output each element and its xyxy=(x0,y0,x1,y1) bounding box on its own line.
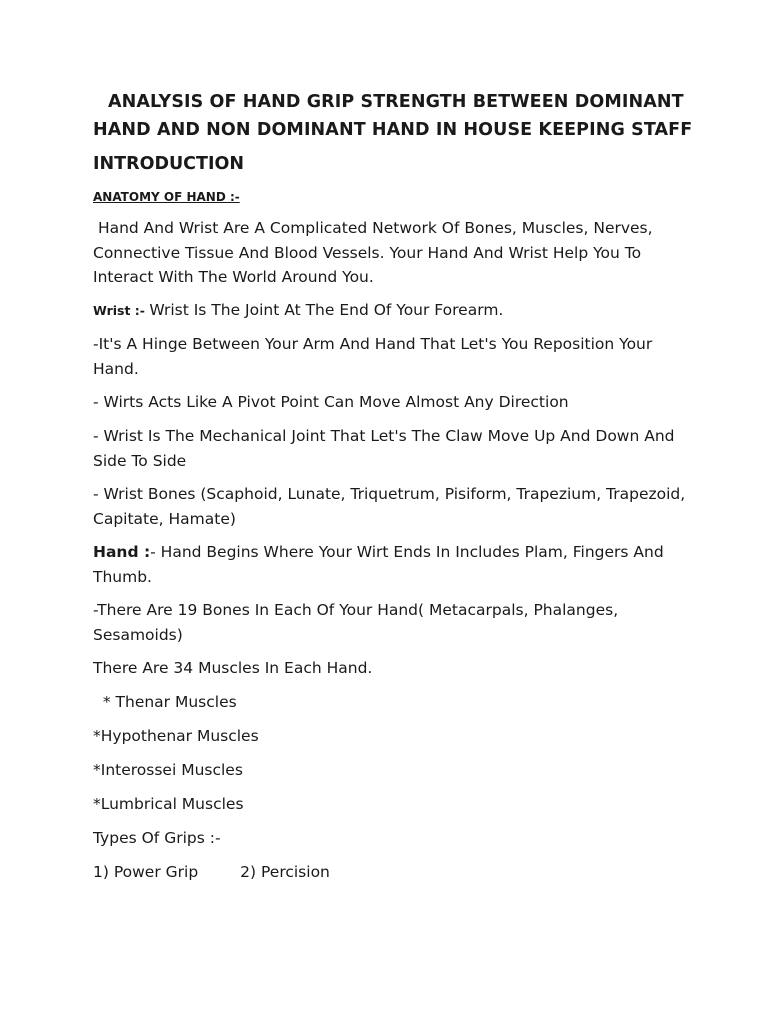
mechanical-paragraph: - Wrist Is The Mechanical Joint That Let's The Claw Move Up And Down And Side To Side xyxy=(93,427,675,470)
grips-heading: Types Of Grips :- xyxy=(93,829,221,847)
wrist-bones-paragraph: - Wrist Bones (Scaphoid, Lunate, Triquetrum, Pisiform, Trapezium, Trapezoid, Capitate, Hamate) xyxy=(93,485,686,528)
grip-item-precision: 2) Percision xyxy=(240,863,330,881)
wrist-paragraph xyxy=(93,298,693,324)
muscles-count-paragraph: There Are 34 Muscles In Each Hand. xyxy=(93,659,373,677)
muscle-item-hypothenar: *Hypothenar Muscles xyxy=(93,727,259,745)
muscle-item-thenar: * Thenar Muscles xyxy=(93,693,237,711)
hand-label: Hand : xyxy=(93,543,151,561)
pivot-paragraph: - Wirts Acts Like A Pivot Point Can Move Almost Any Direction xyxy=(93,393,569,411)
intro-paragraph: Hand And Wrist Are A Complicated Network Of Bones, Muscles, Nerves, Connective Tissue And Blood Vessels. Your Hand And Wrist Help You To Interact With The World Around You. xyxy=(93,219,658,286)
introduction-heading: INTRODUCTION xyxy=(93,154,244,174)
muscle-item-lumbrical: *Lumbrical Muscles xyxy=(93,795,244,813)
title-line-2: HAND AND NON DOMINANT HAND IN HOUSE KEEPING STAFF xyxy=(93,120,693,140)
title-line-1: ANALYSIS OF HAND GRIP STRENGTH BETWEEN DOMINANT xyxy=(108,92,684,112)
wrist-label: Wrist :- xyxy=(93,303,150,318)
hand-text: - Hand Begins Where Your Wirt Ends In Includes Plam, Fingers And Thumb. xyxy=(93,543,664,586)
document-title xyxy=(93,88,693,144)
bones-count-paragraph: -There Are 19 Bones In Each Of Your Hand( Metacarpals, Phalanges, Sesamoids) xyxy=(93,601,619,644)
anatomy-heading: ANATOMY OF HAND :- xyxy=(93,190,240,204)
grip-item-power: 1) Power Grip xyxy=(93,863,199,881)
hinge-paragraph: -It's A Hinge Between Your Arm And Hand That Let's You Reposition Your Hand. xyxy=(93,335,653,378)
muscle-item-interossei: *Interossei Muscles xyxy=(93,761,243,779)
hand-paragraph xyxy=(93,540,693,589)
wrist-text: Wrist Is The Joint At The End Of Your Forearm. xyxy=(149,301,504,319)
grips-list xyxy=(93,860,693,885)
